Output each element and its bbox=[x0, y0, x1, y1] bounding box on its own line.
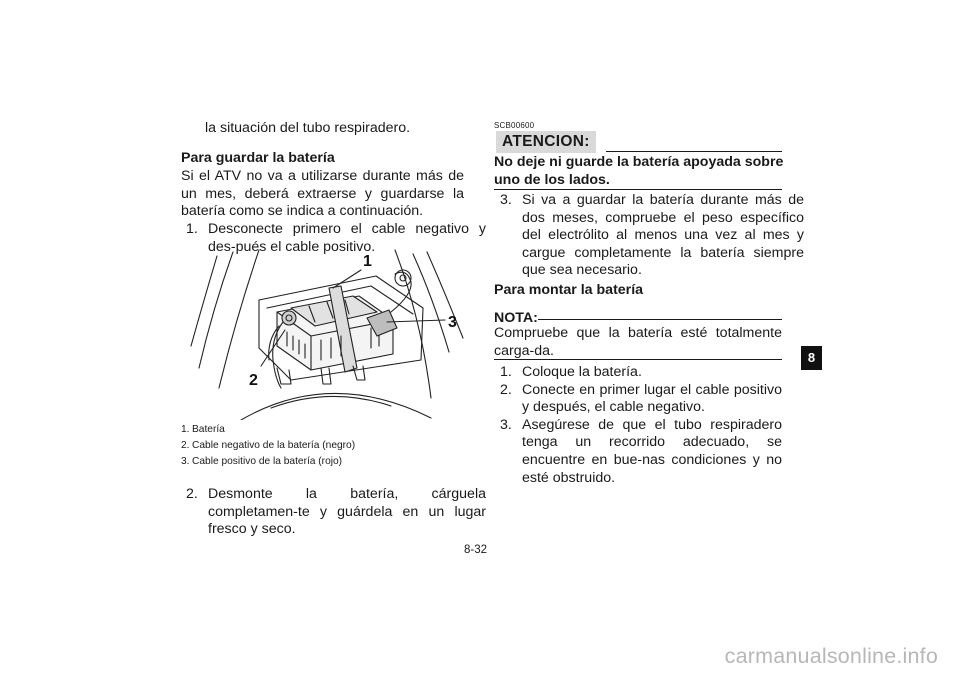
figure-captions bbox=[181, 422, 355, 470]
step-2-number: 2. bbox=[186, 486, 198, 502]
note-text: Compruebe que la batería esté totalmente carga-da. bbox=[494, 325, 782, 359]
page-number: 8-32 bbox=[464, 544, 488, 556]
chapter-tab: 8 bbox=[801, 346, 822, 370]
install-step: 2. Conecte en primer lugar el cable positivo y después, el cable negativo. bbox=[500, 381, 782, 416]
footer-bar bbox=[0, 637, 960, 679]
continuation-text: la situación del tubo respiradero. bbox=[205, 120, 411, 136]
section-heading-store: Para guardar la batería bbox=[181, 150, 335, 166]
watermark[interactable]: carmanualsonline.info bbox=[724, 644, 938, 668]
caution-label: ATENCION: bbox=[496, 131, 596, 153]
step-2 bbox=[186, 486, 486, 539]
install-step: 3. Asegúrese de que el tubo respiradero tenga un recorrido adecuado, se encuentre en bue-nas condiciones y no esté obstruido. bbox=[500, 416, 782, 486]
callout-1: 1 bbox=[363, 253, 372, 270]
section-heading-install: Para montar la batería bbox=[494, 282, 644, 298]
install-steps bbox=[500, 364, 782, 487]
install-step: 1. Coloque la batería. bbox=[500, 364, 642, 380]
step-3-number: 3. bbox=[500, 192, 512, 208]
caution-bottom-rule bbox=[494, 189, 782, 190]
note-top-rule bbox=[538, 319, 782, 320]
intro-paragraph: Si el ATV no va a utilizarse durante más de un mes, deberá extraerse y guardarse la batería como se indica a continuación. bbox=[181, 168, 464, 220]
caption-3: 3. Cable positivo de la batería (rojo) bbox=[181, 456, 343, 467]
callout-3: 3 bbox=[448, 314, 457, 331]
caution-top-rule bbox=[606, 151, 782, 152]
battery-illustration bbox=[181, 248, 466, 420]
caption-1: 1. Batería bbox=[181, 424, 225, 435]
step-1-text: Desconecte primero el cable negativo y des-pués el cable positivo. bbox=[208, 221, 486, 255]
step-2-text: Desmonte la batería, cárguela completamen-te y guárdela en un lugar fresco y seco. bbox=[208, 486, 486, 538]
step-3-text: Si va a guardar la batería durante más de dos meses, compruebe el peso específico del electrólito al menos una vez al mes y cargue completamente la batería siempre que sea necesario. bbox=[522, 192, 804, 279]
step-3 bbox=[500, 192, 804, 280]
caution-text: No deje ni guarde la batería apoyada sobre uno de los lados. bbox=[494, 154, 784, 188]
note-bottom-rule bbox=[494, 359, 782, 360]
note-label: NOTA: bbox=[494, 310, 538, 326]
caption-2: 2. Cable negativo de la batería (negro) bbox=[181, 440, 356, 451]
section-code: SCB00600 bbox=[494, 121, 535, 130]
callout-2: 2 bbox=[249, 372, 258, 389]
step-1-number: 1. bbox=[186, 221, 198, 237]
